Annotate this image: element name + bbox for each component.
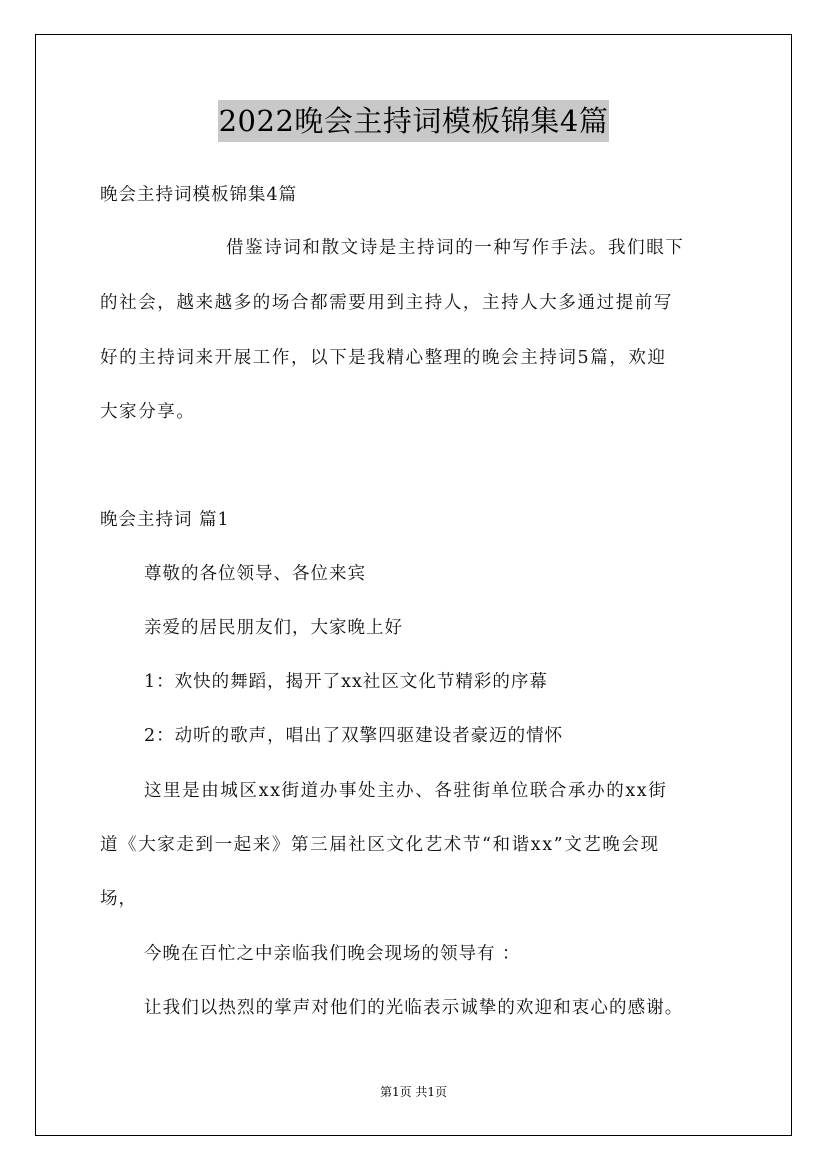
body-line: 1：欢快的舞蹈，揭开了xx社区文化节精彩的序幕 [144, 672, 548, 692]
section-heading: 晚会主持词 篇1 [100, 510, 230, 530]
body-line: 这里是由城区xx街道办事处主办、各驻街单位联合承办的xx街 [144, 781, 668, 801]
title-container [0, 100, 827, 142]
body-line: 亲爱的居民朋友们，大家晚上好 [144, 618, 403, 638]
body-line: 场， [100, 889, 137, 909]
body-line: 2：动听的歌声，唱出了双擎四驱建设者豪迈的情怀 [144, 726, 564, 746]
document-subtitle: 晚会主持词模板锦集4篇 [100, 185, 298, 205]
body-line: 道《大家走到一起来》第三届社区文化艺术节“和谐xx”文艺晚会现 [100, 835, 660, 855]
intro-line: 大家分享。 [100, 402, 196, 422]
page-footer: 第1页 共1页 [379, 1085, 448, 1099]
body-line: 尊敬的各位领导、各位来宾 [144, 564, 366, 584]
body-line: 今晚在百忙之中亲临我们晚会现场的领导有 ： [144, 944, 521, 964]
intro-line: 的社会，越来越多的场合都需要用到主持人，主持人大多通过提前写 [100, 293, 673, 313]
intro-line: 借鉴诗词和散文诗是主持词的一种写作手法。我们眼下 [226, 238, 685, 258]
body-line: 让我们以热烈的掌声对他们的光临表示诚挚的欢迎和衷心的感谢。 [144, 998, 684, 1018]
intro-line: 好的主持词来开展工作，以下是我精心整理的晚会主持词5篇，欢迎 [100, 348, 667, 368]
document-title: 2022晚会主持词模板锦集4篇 [218, 100, 610, 142]
